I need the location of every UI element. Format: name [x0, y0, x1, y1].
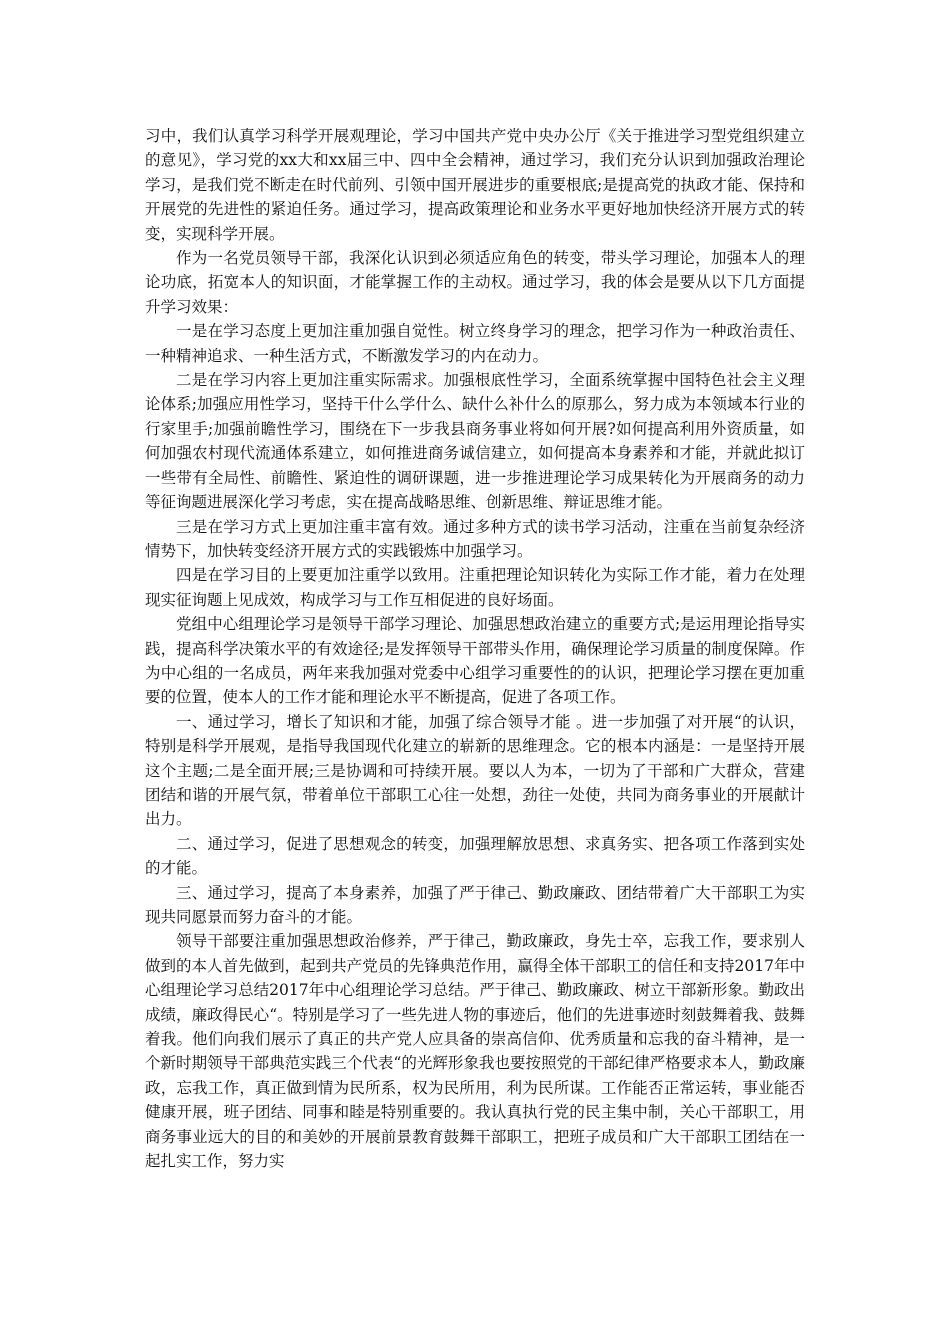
paragraph-attitude: 一是在学习态度上更加注重加强自觉性。树立终身学习的理念，把学习作为一种政治责任、一种精神追求、一种生活方式，不断激发学习的内在动力。: [145, 322, 805, 365]
paragraph-purpose: 四是在学习目的上要更加注重学以致用。注重把理论知识转化为实际工作才能，着力在处理现实征询题上见成效，构成学习与工作互相促进的良好场面。: [145, 566, 805, 609]
paragraph-self-discipline: 领导干部要注重加强思想政治修养，严于律己，勤政廉政，身先士卒，忘我工作，要求别人做到的本人首先做到，起到共产党员的先锋典范作用，赢得全体干部职工的信任和支持2017年中心组理论学习总结2017年中心组理论学习总结。严于律己、勤政廉政、树立干部新形象。勤政出成绩，廉政得民心“。特别是学习了一些先进人物的事迹后，他们的先进事迹时刻鼓舞着我、鼓舞着我。他们向我们展示了真正的共产党人应具备的崇高信仰、优秀质量和忘我的奋斗精神，是一个新时期领导干部典范实践三个代表“的光辉形象我也要按照党的干部纪律严格要求本人，勤政廉政，忘我工作，真正做到情为民所系，权为民所用，利为民所谋。工作能否正常运转，事业能否健康开展，班子团结、同事和睦是特别重要的。我认真执行党的民主集中制，关心干部职工，用商务事业远大的目的和美妙的开展前景教育鼓舞干部职工，把班子成员和广大干部职工团结在一起扎实工作，努力实: [145, 932, 805, 1171]
document-page: [145, 124, 805, 1173]
paragraph-continuation: 习中，我们认真学习科学开展观理论，学习中国共产党中央办公厅《关于推进学习型党组织建立的意见》，学习党的xx大和xx届三中、四中全会精神，通过学习，我们充分认识到加强政治理论学习，是我们党不断走在时代前列、引领中国开展进步的重要根底;是提高党的执政才能、保持和开展党的先进性的紧迫任务。通过学习，提高政策理论和业务水平更好地加快经济开展方式的转变，实现科学开展。: [145, 127, 805, 243]
paragraph-point-one: 一、通过学习，增长了知识和才能，加强了综合领导才能 。进一步加强了对开展“的认识，特别是科学开展观，是指导我国现代化建立的崭新的思维理念。它的根本内涵是：一是坚持开展这个主题;二是全面开展;三是协调和可持续开展。要以人为本，一切为了干部和广大群众，营建团结和谐的开展气氛，带着单位干部职工心往一处想，劲往一处使，共同为商务事业的开展献计出力。: [145, 712, 805, 829]
paragraph-content: 二是在学习内容上更加注重实际需求。加强根底性学习，全面系统掌握中国特色社会主义理论体系;加强应用性学习，坚持干什么学什么、缺什么补什么的原那么，努力成为本领域本行业的行家里手;加强前瞻性学习，围绕在下一步我县商务事业将如何开展?如何提高利用外资质量，如何加强农村现代流通体系建立，如何推进商务诚信建立，如何提高本身素养和才能，并就此拟订一些带有全局性、前瞻性、紧迫性的调研课题，进一步推进理论学习成果转化为开展商务的动力等征询题进展深化学习考虑，实在提高战略思维、创新思维、辩证思维才能。: [145, 371, 805, 512]
paragraph-point-two: 二、通过学习，促进了思想观念的转变，加强理解放思想、求真务实、把各项工作落到实处的才能。: [145, 834, 805, 878]
paragraph-role-transition: 作为一名党员领导干部，我深化认识到必须适应角色的转变，带头学习理论，加强本人的理论功底，拓宽本人的知识面，才能掌握工作的主动权。通过学习，我的体会是要从以下几方面提升学习效果：: [145, 249, 805, 316]
paragraph-center-group: 党组中心组理论学习是领导干部学习理论、加强思想政治建立的重要方式;是运用理论指导实践，提高科学决策水平的有效途径;是发挥领导干部带头作用，确保理论学习质量的制度保障。作为中心组的一名成员，两年来我加强对党委中心组学习重要性的的认识，把理论学习摆在更加重要的位置，使本人的工作才能和理论水平不断提高，促进了各项工作。: [145, 615, 805, 707]
paragraph-point-three: 三、通过学习，提高了本身素养，加强了严于律己、勤政廉政、团结带着广大干部职工为实现共同愿景而努力奋斗的才能。: [145, 883, 805, 926]
paragraph-method: 三是在学习方式上更加注重丰富有效。通过多种方式的读书学习活动，注重在当前复杂经济情势下，加快转变经济开展方式的实践锻炼中加强学习。: [145, 517, 805, 560]
